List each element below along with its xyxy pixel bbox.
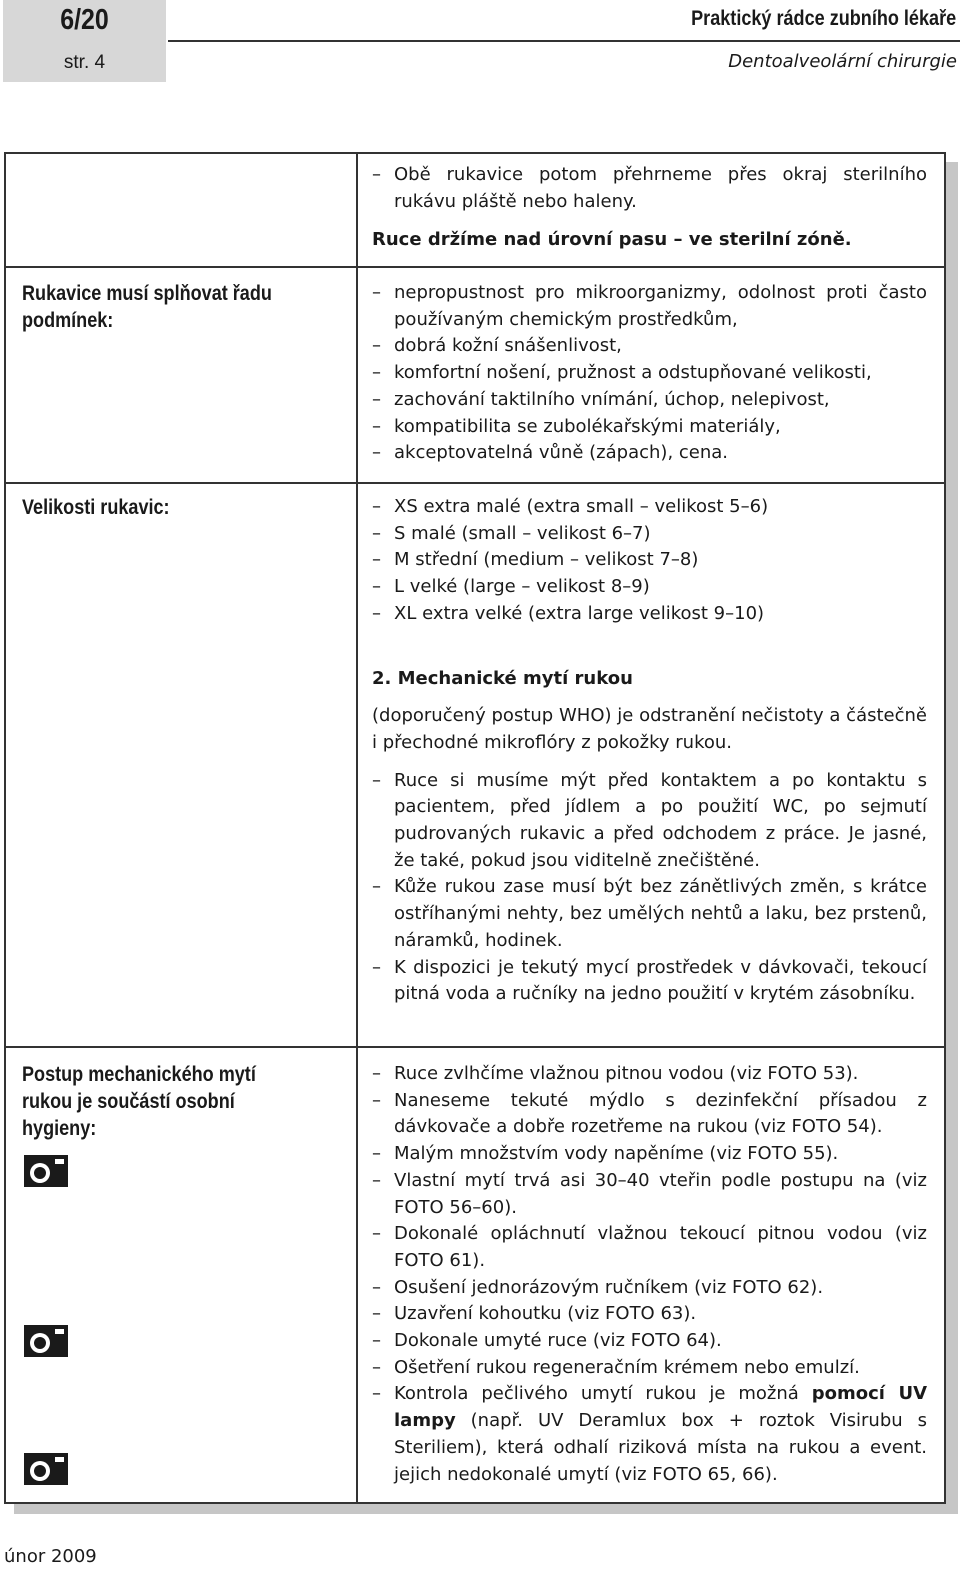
list-item: – M střední (medium – velikost 7–8) (372, 547, 927, 574)
sterile-zone-note: Ruce držíme nad úrovní pasu – ve sterilní zóně. (372, 229, 852, 251)
page-number: str. 4 (63, 52, 106, 73)
list-item: – Kůže rukou zase musí být bez zánětlivých změn, s krátce ostříhanými nehty, bez umělých nehtů a laku, bez prstenů, náramků, hodinek. (372, 874, 927, 954)
list-item: – L velké (large – velikost 8–9) (372, 574, 927, 601)
list-item: – Malým množstvím vody napěníme (viz FOTO 55). (372, 1141, 927, 1168)
washing-steps-list (372, 1061, 927, 1488)
list-item: – komfortní nošení, pružnost a odstupňované velikosti, (372, 360, 927, 387)
issue-number: 6/20 (60, 4, 109, 36)
list-item: – nepropustnost pro mikroorganizmy, odolnost proti často používaným chemickým prostředkům, (372, 280, 927, 333)
uv-lamp-emphasis: pomocí UV lampy (394, 1383, 928, 1432)
list-item: – Obě rukavice potom přehrneme přes okraj sterilního rukávu pláště nebo haleny. (372, 162, 927, 215)
list-item: – S malé (small – velikost 6–7) (372, 521, 927, 548)
glove-sizes-section (372, 494, 927, 1008)
list-item: – XL extra velké (extra large velikost 9–10) (372, 601, 927, 628)
hand-washing-rules (372, 768, 927, 1008)
journal-title: Praktický rádce zubního lékaře (690, 7, 956, 30)
row-divider (6, 266, 944, 268)
section-heading: 2. Mechanické mytí rukou (372, 667, 633, 689)
section-intro: (doporučený postup WHO) je odstranění nečistoty a částečně i přechodné mikroflóry z pokožky rukou. (372, 705, 927, 753)
list-item: – dobrá kožní snášenlivost, (372, 333, 927, 360)
glove-requirements-list (372, 280, 927, 467)
list-item: – Ošetření rukou regeneračním krémem nebo emulzí. (372, 1355, 927, 1382)
camera-icon (24, 1325, 68, 1357)
list-item: – Kontrola pečlivého umytí rukou je možná pomocí UV lampy (např. UV Deramlux box + roztok Visirubu s Steriliem), která odhalí riziková místa na rukou a event. jejich nedokonalé umytí (viz FOTO 65, 66). (372, 1381, 927, 1488)
header-rule (168, 40, 960, 42)
label-glove-sizes: Velikosti rukavic: (22, 496, 170, 519)
footer-date: únor 2009 (4, 1546, 97, 1567)
list-item: – Ruce zvlhčíme vlažnou pitnou vodou (viz FOTO 53). (372, 1061, 927, 1088)
list-item: – Vlastní mytí trvá asi 30–40 vteřin podle postupu na (viz FOTO 56–60). (372, 1168, 927, 1221)
list-item: – Ruce si musíme mýt před kontaktem a po kontaktu s pacientem, před jídlem a po použití WC, po sejmutí pudrovaných rukavic a před odchodem z práce. Je jasné, že také, pokud jsou viditelně znečištěné. (372, 768, 927, 875)
washing-steps-section (372, 1061, 927, 1488)
list-item: – akceptovatelná vůně (zápach), cena. (372, 440, 927, 467)
content-table (4, 152, 946, 1504)
list-item: – Dokonalé opláchnutí vlažnou tekoucí pitnou vodou (viz FOTO 61). (372, 1221, 927, 1274)
label-washing-procedure: Postup mechanického mytí rukou je součástí osobní hygieny: (22, 1063, 256, 1140)
issue-box (3, 0, 166, 82)
list-item: – Osušení jednorázovým ručníkem (viz FOTO 62). (372, 1275, 927, 1302)
label-glove-requirements: Rukavice musí splňovat řadu podmínek: (22, 282, 272, 332)
list-item: – Naneseme tekuté mýdlo s dezinfekční přísadou z dávkovače a dobře rozetřeme na rukou (viz FOTO 54). (372, 1088, 927, 1141)
glove-sizes-list (372, 494, 927, 628)
column-divider (356, 154, 358, 1502)
list-item: – zachování taktilního vnímání, úchop, nelepivost, (372, 387, 927, 414)
row-divider (6, 482, 944, 484)
list-item: – Uzavření kohoutku (viz FOTO 63). (372, 1301, 927, 1328)
camera-icon (24, 1155, 68, 1187)
list-item: – XS extra malé (extra small – velikost 5–6) (372, 494, 927, 521)
row-divider (6, 1046, 944, 1048)
section-title: Dentoalveolární chirurgie (728, 51, 957, 72)
row-gloves-putting-on (372, 162, 927, 254)
camera-icon (24, 1453, 68, 1485)
list-item: – kompatibilita se zubolékařskými materiály, (372, 414, 927, 441)
list-item: – Dokonale umyté ruce (viz FOTO 64). (372, 1328, 927, 1355)
list-item: – K dispozici je tekutý mycí prostředek v dávkovači, tekoucí pitná voda a ručníky na jedno použití v krytém zásobníku. (372, 955, 927, 1008)
